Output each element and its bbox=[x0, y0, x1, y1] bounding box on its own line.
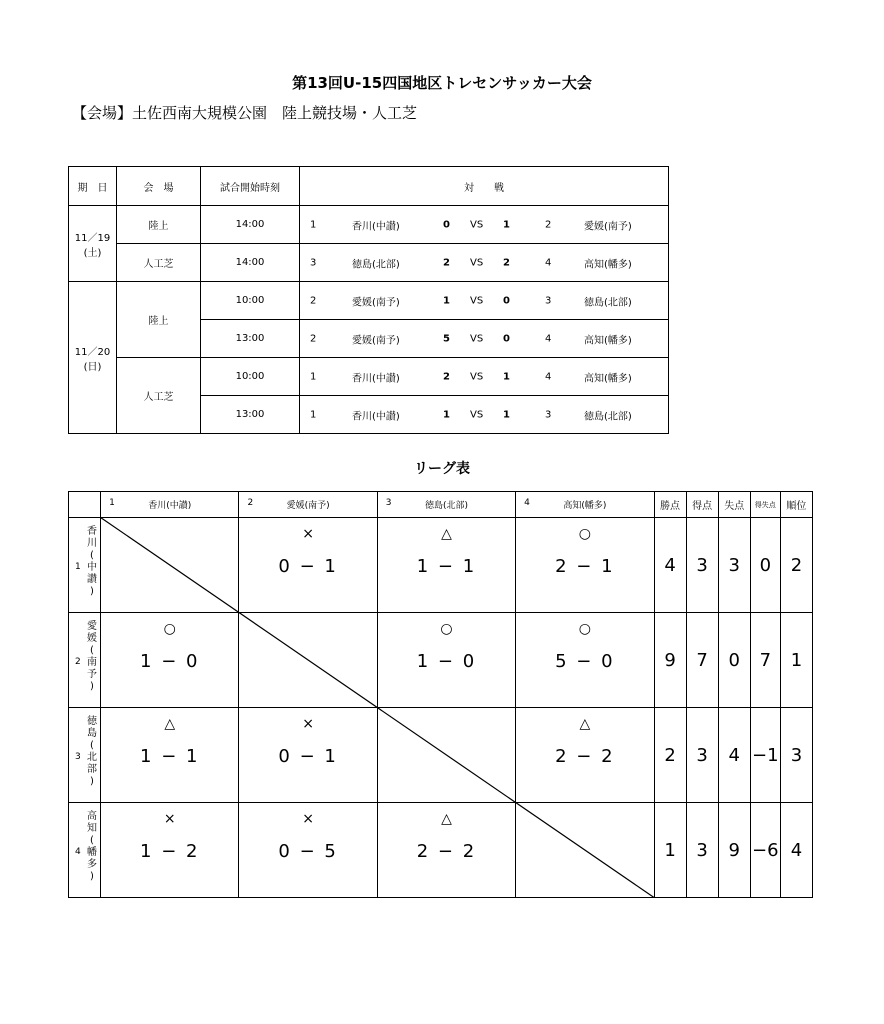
away-score: 1 bbox=[503, 371, 510, 382]
team-name-char: 徳 bbox=[87, 716, 97, 727]
team-name: 愛媛(南予) bbox=[286, 501, 330, 511]
team-name-char: 愛 bbox=[87, 621, 97, 632]
result-score: 1 − 0 bbox=[416, 651, 477, 672]
away-number: 3 bbox=[545, 409, 552, 420]
team-name-char: ) bbox=[90, 871, 94, 882]
team-number: 3 bbox=[385, 498, 392, 508]
result-score: 1 − 1 bbox=[416, 556, 477, 577]
team-name-char: 南 bbox=[87, 657, 97, 668]
time-cell: 10:00 bbox=[201, 358, 300, 396]
team-name-char: 予 bbox=[87, 669, 97, 680]
stat-header: 順位 bbox=[780, 492, 812, 518]
team-name: 高知(幡多) bbox=[563, 501, 607, 511]
time-cell: 10:00 bbox=[201, 282, 300, 320]
goals-against-cell: 3 bbox=[718, 518, 750, 613]
result-score: 1 − 1 bbox=[140, 746, 200, 767]
points-cell: 1 bbox=[654, 803, 686, 898]
team-number: 2 bbox=[247, 498, 254, 508]
team-name-char: 香 bbox=[87, 526, 97, 537]
away-score: 1 bbox=[503, 409, 510, 420]
team-name-char: 中 bbox=[87, 562, 97, 573]
vs-label: VS bbox=[470, 333, 484, 344]
result-score: 0 − 5 bbox=[278, 841, 338, 862]
home-team: 愛媛(南予) bbox=[352, 297, 400, 308]
result-mark: × bbox=[302, 811, 314, 827]
result-mark: × bbox=[302, 526, 314, 542]
home-team: 徳島(北部) bbox=[352, 259, 400, 270]
stat-header: 得点 bbox=[686, 492, 718, 518]
goals-for-cell: 7 bbox=[686, 613, 718, 708]
venue-cell: 陸上 bbox=[117, 282, 201, 358]
venue-cell: 人工芝 bbox=[117, 244, 201, 282]
home-team: 香川(中讃) bbox=[352, 373, 400, 384]
stat-header: 勝点 bbox=[654, 492, 686, 518]
away-number: 2 bbox=[545, 219, 552, 230]
result-mark: △ bbox=[441, 811, 452, 827]
team-name-char: ) bbox=[90, 586, 94, 597]
home-number: 1 bbox=[310, 409, 317, 420]
vs-label: VS bbox=[470, 257, 484, 268]
rank-cell: 1 bbox=[780, 613, 812, 708]
team-name-char: ) bbox=[90, 681, 94, 692]
header-date: 期 日 bbox=[69, 167, 117, 206]
team-name-char: 幡 bbox=[87, 847, 97, 858]
team-name-char: 讃 bbox=[87, 574, 97, 585]
team-name-char: 川 bbox=[87, 538, 97, 549]
vs-label: VS bbox=[470, 409, 484, 420]
home-number: 1 bbox=[310, 371, 317, 382]
away-score: 1 bbox=[503, 219, 510, 230]
goals-against-cell: 0 bbox=[718, 613, 750, 708]
team-name-char: 高 bbox=[87, 811, 97, 822]
goal-difference-cell: 7 bbox=[750, 613, 780, 708]
points-cell: 2 bbox=[654, 708, 686, 803]
home-number: 2 bbox=[310, 295, 317, 306]
team-name-char: 島 bbox=[87, 728, 97, 739]
result-mark: ○ bbox=[578, 526, 591, 542]
result-score: 1 − 0 bbox=[140, 651, 200, 672]
result-score: 0 − 1 bbox=[278, 746, 338, 767]
goal-difference-cell: −6 bbox=[750, 803, 780, 898]
goals-against-cell: 9 bbox=[718, 803, 750, 898]
away-number: 4 bbox=[545, 333, 552, 344]
away-score: 0 bbox=[503, 295, 510, 306]
away-number: 4 bbox=[545, 371, 552, 382]
home-number: 1 bbox=[310, 219, 317, 230]
goals-for-cell: 3 bbox=[686, 708, 718, 803]
result-score: 0 − 1 bbox=[278, 556, 338, 577]
home-score: 5 bbox=[443, 333, 450, 344]
rank-cell: 2 bbox=[780, 518, 812, 613]
team-name-char: 部 bbox=[87, 764, 97, 775]
result-mark: △ bbox=[441, 526, 452, 542]
weekday-text: (土) bbox=[83, 247, 102, 259]
home-team: 香川(中讃) bbox=[352, 221, 400, 232]
goals-against-cell: 4 bbox=[718, 708, 750, 803]
result-mark: △ bbox=[579, 716, 591, 732]
result-mark: ○ bbox=[440, 621, 453, 637]
time-cell: 14:00 bbox=[201, 206, 300, 244]
team-number: 4 bbox=[75, 847, 81, 857]
home-score: 1 bbox=[443, 295, 450, 306]
points-cell: 9 bbox=[654, 613, 686, 708]
away-team: 徳島(北部) bbox=[584, 297, 632, 308]
result-mark: × bbox=[163, 811, 176, 827]
weekday-text: (日) bbox=[83, 361, 102, 373]
goal-difference-cell: 0 bbox=[750, 518, 780, 613]
stat-header: 失点 bbox=[718, 492, 750, 518]
away-team: 高知(幡多) bbox=[584, 373, 632, 384]
team-name-char: 多 bbox=[87, 859, 97, 870]
away-team: 徳島(北部) bbox=[584, 411, 632, 422]
team-name-char: ( bbox=[90, 740, 94, 751]
home-score: 2 bbox=[443, 371, 450, 382]
goals-for-cell: 3 bbox=[686, 803, 718, 898]
away-score: 2 bbox=[503, 257, 510, 268]
result-score: 2 − 1 bbox=[555, 556, 615, 577]
league-title: リーグ表 bbox=[414, 461, 470, 477]
time-cell: 13:00 bbox=[201, 320, 300, 358]
home-number: 2 bbox=[310, 333, 317, 344]
team-name-char: ( bbox=[90, 550, 94, 561]
time-cell: 14:00 bbox=[201, 244, 300, 282]
date-text: 11／19 bbox=[74, 232, 111, 244]
goal-difference-cell: −1 bbox=[750, 708, 780, 803]
vs-label: VS bbox=[470, 295, 484, 306]
header-venue: 会 場 bbox=[117, 167, 201, 206]
date-text: 11／20 bbox=[74, 346, 111, 358]
home-team: 愛媛(南予) bbox=[352, 335, 400, 346]
home-team: 香川(中讃) bbox=[352, 411, 400, 422]
away-score: 0 bbox=[503, 333, 510, 344]
team-name-char: 北 bbox=[87, 752, 97, 763]
team-name-char: 知 bbox=[87, 823, 97, 834]
rank-cell: 4 bbox=[780, 803, 812, 898]
venue-cell: 人工芝 bbox=[117, 358, 201, 434]
page-title: 第13回U-15四国地区トレセンサッカー大会 bbox=[292, 74, 592, 92]
team-name: 徳島(北部) bbox=[424, 501, 468, 511]
goals-for-cell: 3 bbox=[686, 518, 718, 613]
team-number: 4 bbox=[524, 498, 530, 508]
team-number: 2 bbox=[75, 657, 81, 667]
team-name: 香川(中讃) bbox=[148, 501, 192, 511]
home-score: 1 bbox=[443, 409, 450, 420]
home-score: 2 bbox=[443, 257, 450, 268]
header-match: 対 戦 bbox=[300, 167, 669, 206]
team-number: 3 bbox=[75, 752, 81, 762]
away-number: 4 bbox=[545, 257, 552, 268]
home-number: 3 bbox=[310, 257, 317, 268]
result-score: 2 − 2 bbox=[416, 841, 477, 862]
result-mark: △ bbox=[164, 716, 176, 732]
result-mark: × bbox=[302, 716, 314, 732]
vs-label: VS bbox=[470, 219, 484, 230]
stat-header: 得失点 bbox=[750, 492, 780, 518]
away-team: 高知(幡多) bbox=[584, 259, 632, 270]
venue-line: 【会場】土佐西南大規模公園 陸上競技場・人工芝 bbox=[72, 104, 418, 122]
team-name-char: 媛 bbox=[87, 633, 97, 644]
venue-cell: 陸上 bbox=[117, 206, 201, 244]
home-score: 0 bbox=[443, 219, 450, 230]
team-name-char: ( bbox=[90, 835, 94, 846]
time-cell: 13:00 bbox=[201, 396, 300, 434]
result-mark: ○ bbox=[578, 621, 591, 637]
away-number: 3 bbox=[545, 295, 552, 306]
away-team: 愛媛(南予) bbox=[584, 221, 632, 232]
team-number: 1 bbox=[75, 562, 81, 572]
away-team: 高知(幡多) bbox=[584, 335, 632, 346]
header-start-time: 試合開始時刻 bbox=[201, 167, 300, 206]
points-cell: 4 bbox=[654, 518, 686, 613]
team-name-char: ) bbox=[90, 776, 94, 787]
team-number: 1 bbox=[109, 498, 115, 508]
result-score: 1 − 2 bbox=[140, 841, 200, 862]
result-score: 2 − 2 bbox=[555, 746, 615, 767]
result-score: 5 − 0 bbox=[555, 651, 615, 672]
rank-cell: 3 bbox=[780, 708, 812, 803]
team-name-char: ( bbox=[90, 645, 94, 656]
result-mark: ○ bbox=[163, 621, 176, 637]
vs-label: VS bbox=[470, 371, 484, 382]
